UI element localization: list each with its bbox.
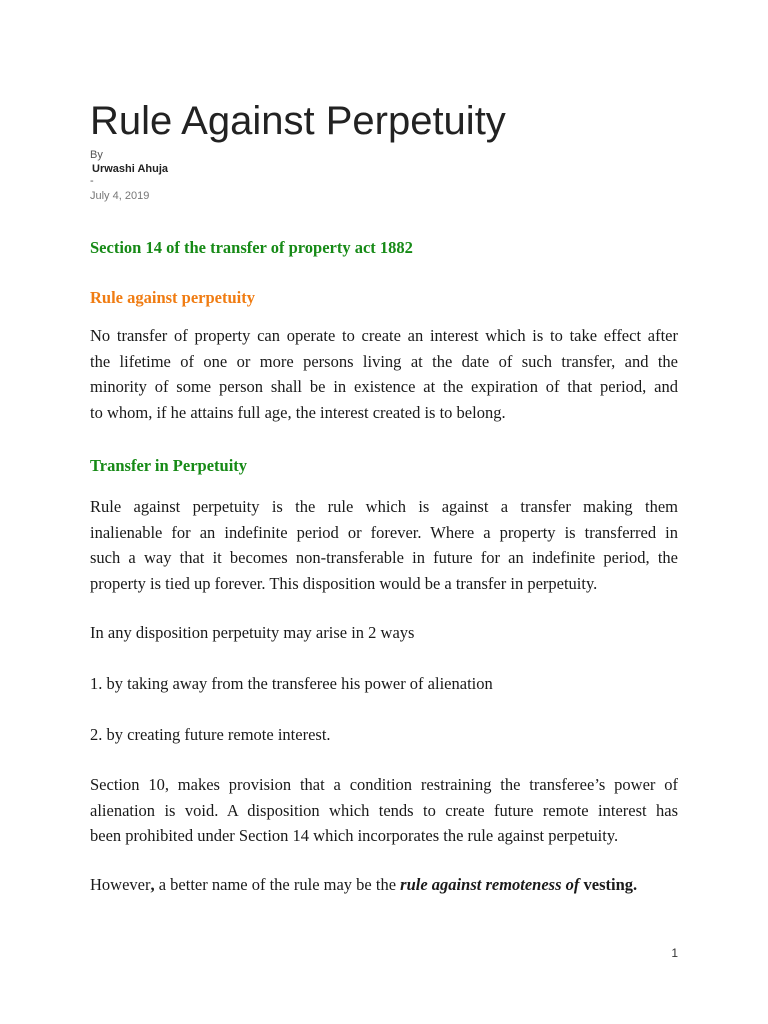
way-item-2: 2. by creating future remote interest. <box>90 725 331 744</box>
paragraph-line: Rule against perpetuity is the rule which is against a transfer making them <box>90 497 678 516</box>
byline-separator: - <box>90 175 94 187</box>
paragraph-line: to whom, if he attains full age, the interest created is to belong. <box>90 402 506 422</box>
section-heading: Section 14 of the transfer of property act 1882 <box>90 238 413 257</box>
paragraph-line: been prohibited under Section 14 which incorporates the rule against perpetuity. <box>90 826 619 845</box>
section10-paragraph <box>90 772 678 849</box>
article-title: Rule Against Perpetuity <box>90 99 506 143</box>
rule-heading: Rule against perpetuity <box>90 288 255 307</box>
transfer-paragraph <box>90 494 678 596</box>
byline-label: By <box>90 149 103 161</box>
closing-sentence <box>90 874 637 896</box>
way-item-1: 1. by taking away from the transferee his power of alienation <box>90 674 493 693</box>
closing-prefix: However <box>90 875 151 894</box>
author-name[interactable]: Urwashi Ahuja <box>92 163 168 175</box>
paragraph-line: minority of some person shall be in existence at the expiration of that period, and <box>90 377 678 396</box>
paragraph-line: property is tied up forever. This disposition would be a transfer in perpetuity. <box>90 573 598 593</box>
paragraph-line: Section 10, makes provision that a condition restraining the transferee’s power of <box>90 775 678 794</box>
closing-comma: , <box>150 875 155 894</box>
paragraph-line: the lifetime of one or more persons living at the date of such transfer, and the <box>90 351 678 371</box>
closing-end: vesting. <box>583 875 638 894</box>
paragraph-line: such a way that it becomes non-transferable in future for an indefinite period, the <box>90 548 678 567</box>
transfer-heading: Transfer in Perpetuity <box>90 456 248 475</box>
paragraph-line: alienation is void. A disposition which tends to create future remote interest has <box>90 800 678 820</box>
paragraph-line: No transfer of property can operate to create an interest which is to take effect after <box>90 326 678 345</box>
closing-emphasis: rule against remoteness of <box>400 875 580 894</box>
publish-date: July 4, 2019 <box>90 190 150 202</box>
page-number: 1 <box>671 946 678 960</box>
paragraph-line: inalienable for an indefinite period or forever. Where a property is transferred in <box>90 522 678 542</box>
ways-intro: In any disposition perpetuity may arise in 2 ways <box>90 623 415 642</box>
rule-paragraph <box>90 323 678 425</box>
closing-middle: a better name of the rule may be the <box>154 875 401 894</box>
